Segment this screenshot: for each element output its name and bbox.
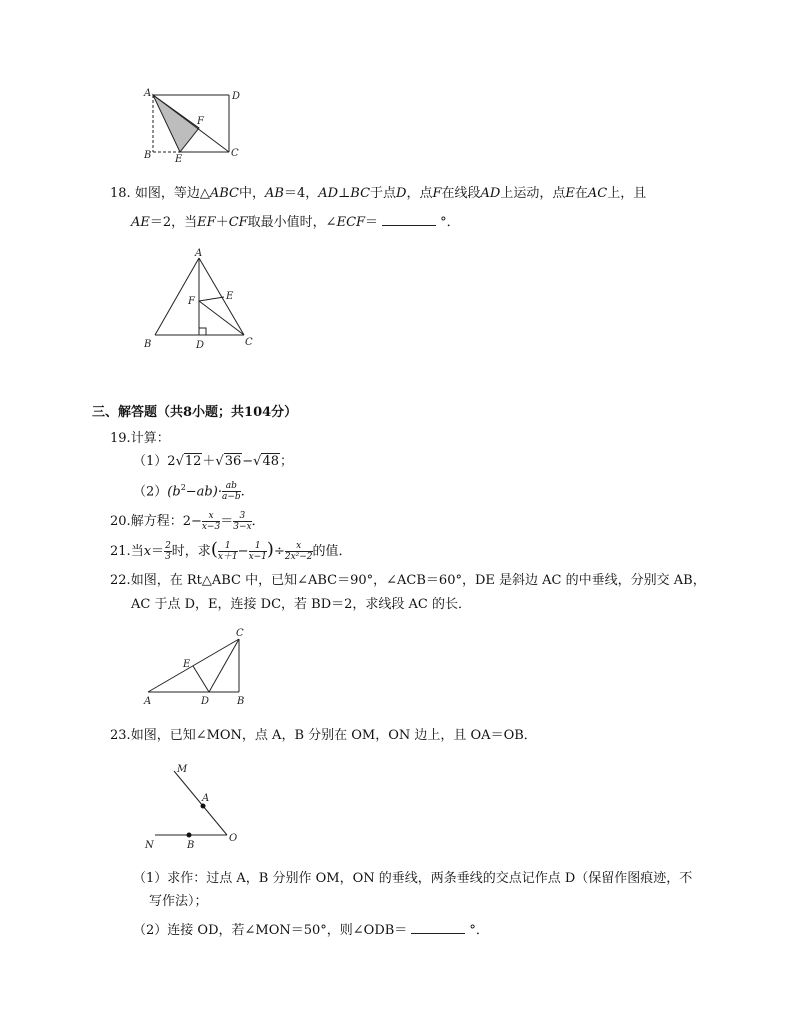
point-B	[187, 833, 192, 838]
question-21: 21.当x＝ $\frac{2}{3}$ 时，求( $\frac{1}{x+1}$ − $\frac{1}{x-1}$ )÷ $\frac{x}{\text{2x²−2}}$ 的值．	[110, 539, 352, 562]
point-label-C: C	[245, 337, 253, 348]
fraction: $\frac{ab}{a-b}$	[221, 481, 241, 503]
fraction: $\frac{3}{3-x}$	[233, 511, 252, 532]
point-label-A: A	[144, 696, 152, 707]
question-23-line-1: 23.如图，已知∠MON，点 A，B 分别在 OM，ON 边上，且 OA＝OB．	[110, 728, 537, 743]
point-label-E: E	[175, 154, 183, 164]
point-label-N: N	[145, 840, 154, 851]
fraction: $\frac{2}{3}$	[165, 541, 171, 562]
point-label-F: F	[188, 296, 195, 307]
point-label-D: D	[232, 91, 241, 102]
question-number: 18.	[110, 186, 131, 201]
figure-q17	[140, 86, 250, 164]
point-label-B: B	[187, 840, 195, 851]
point-label-B: B	[237, 696, 245, 707]
answer-blank[interactable]	[411, 921, 465, 934]
point-label-F: F	[197, 116, 204, 127]
point-label-C: C	[236, 628, 244, 639]
point-label-O: O	[229, 833, 238, 844]
point-label-M: M	[177, 764, 188, 775]
point-A	[201, 804, 206, 809]
fraction: $\frac{1}{x-1}$	[248, 541, 267, 562]
fraction: $\frac{1}{x+1}$	[217, 541, 238, 562]
question-19-part-2: $(2)(b^2-ab)\cdot$ $\frac{ab}{a-b}$ .	[133, 481, 245, 503]
figure-q22	[140, 626, 260, 710]
point-label-A: A	[195, 248, 203, 259]
question-22-line-2: AC 于点 D，E，连接 DC，若 BD＝2，求线段 AC 的长．	[131, 597, 471, 612]
point-label-E: E	[226, 291, 234, 302]
question-23-part-2: （2）连接 OD，若∠MON＝50°，则∠ODB＝ °．	[133, 923, 489, 938]
question-18-line-2: AE＝2，当EF＋CF取最小值时，∠ECF＝ °．	[131, 215, 460, 230]
question-18-line-1: 18. 如图，等边△ABC中，AB＝4，AD⊥BC于点D，点F在线段AD上运动，点E在AC上，且	[110, 186, 647, 201]
figure-q18	[140, 246, 260, 354]
question-20: 20.解方程：2− $\frac{x}{x-3}$ ＝ $\frac{3}{3-x}$ ．	[110, 511, 265, 532]
point-label-E: E	[183, 659, 191, 670]
question-19-title: 19.计算：	[110, 431, 170, 446]
question-19-part-1: （1）2√12＋√36−√48；	[133, 454, 294, 469]
figure-q23	[140, 758, 250, 852]
fraction: $\frac{x}{\text{2x²−2}}$	[284, 541, 313, 562]
question-22-line-1: 22.如图，在 Rt△ABC 中，已知∠ABC＝90°，∠ACB＝60°，DE 是斜边 AC 的中垂线，分别交 AB，	[110, 573, 706, 588]
point-label-A: A	[144, 88, 152, 99]
point-label-B: B	[144, 339, 152, 350]
point-label-D: D	[196, 340, 205, 351]
section-title: 三、解答题（共8小题；共104分）	[92, 405, 298, 420]
question-23-part-1-line-2: 写作法）；	[149, 894, 208, 909]
point-label-C: C	[231, 148, 239, 159]
answer-blank[interactable]	[382, 213, 436, 226]
point-label-A: A	[202, 793, 210, 804]
shaded-triangle	[153, 95, 199, 152]
fraction: $\frac{x}{x-3}$	[201, 511, 221, 532]
point-label-B: B	[144, 150, 152, 161]
question-23-part-1-line-1: （1）求作：过点 A，B 分别作 OM，ON 的垂线，两条垂线的交点记作点 D（保留作图痕迹，不	[133, 871, 693, 886]
point-label-D: D	[201, 696, 210, 707]
